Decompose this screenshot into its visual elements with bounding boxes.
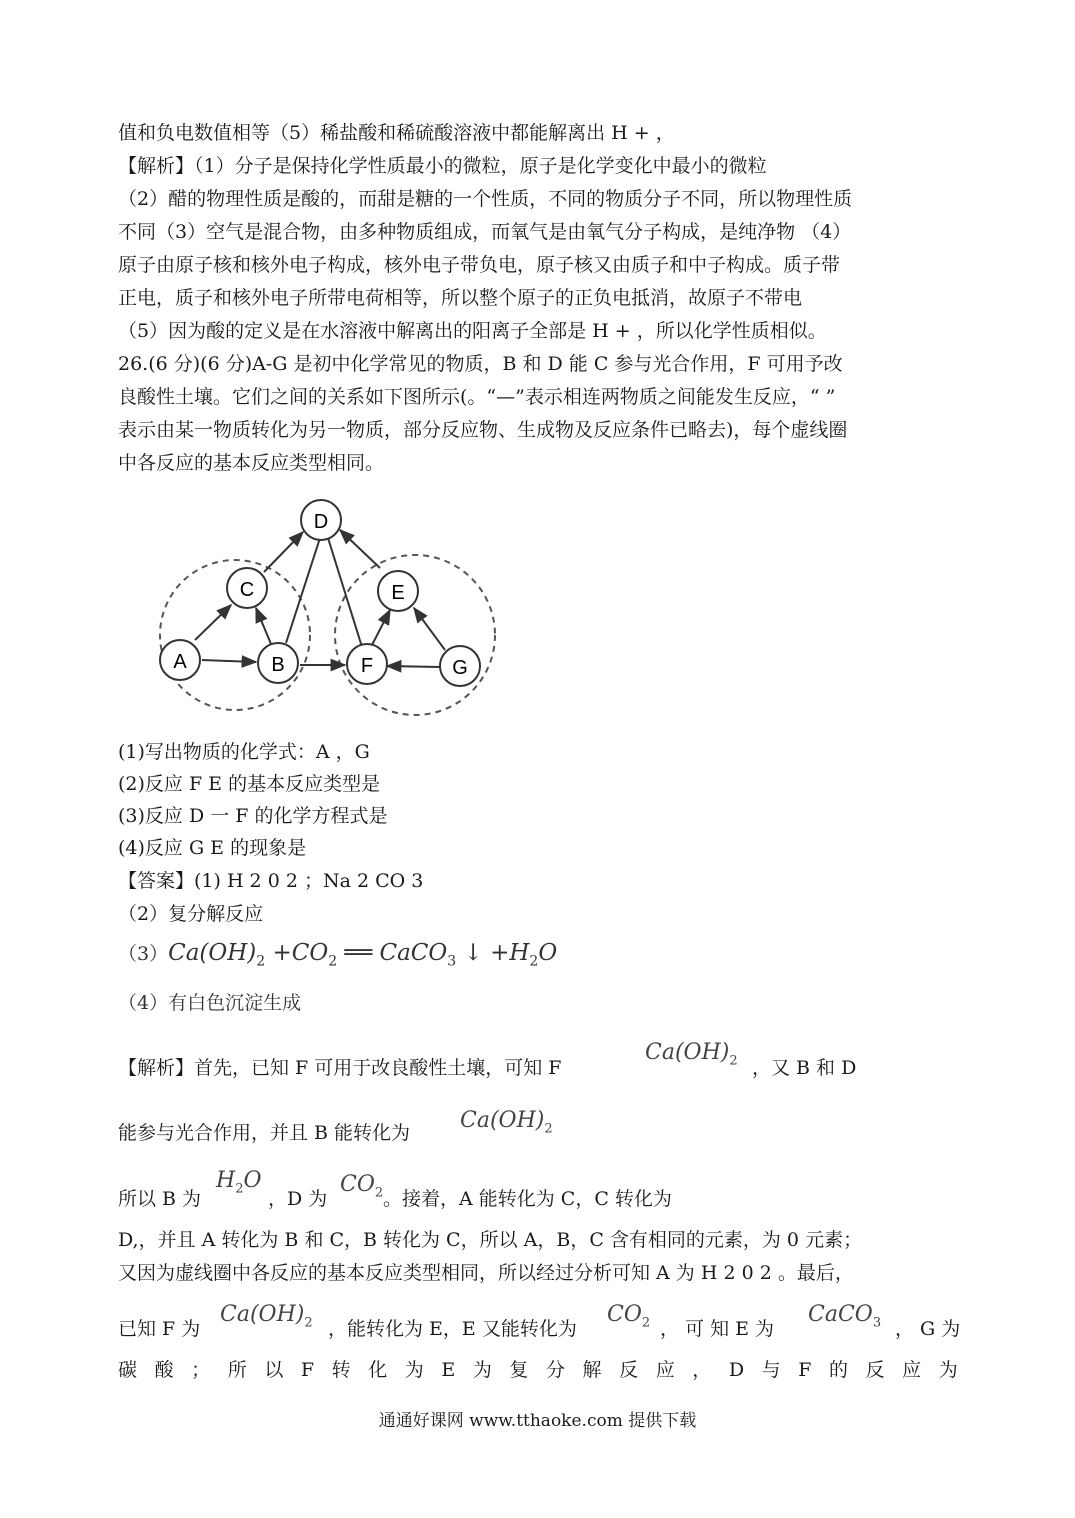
analysis-line-1b: ，又 B 和 D	[752, 1057, 857, 1079]
analysis-line-3b: ，D 为	[268, 1188, 328, 1210]
arrow-f-e	[372, 610, 390, 645]
question-2: (2)反应 F E 的基本反应类型是	[118, 773, 381, 795]
answer-3	[118, 938, 557, 977]
analysis-line-6a: 已知 F 为	[118, 1318, 201, 1340]
question-26-stem-3: 表示由某一物质转化为另一物质，部分反应物、生成物及反应条件已略去)，每个虚线圈	[118, 419, 848, 441]
analysis-line-7: 碳 酸 ； 所 以 F 转 化 为 E 为 复 分 解 反 应 ， D 与 F 的 反 应 为	[118, 1359, 958, 1381]
formula-caco3: CaCO$_3$	[808, 1302, 882, 1331]
arrow-c-d	[264, 532, 303, 572]
question-26-stem-1: 26.(6 分)(6 分)A-G 是初中化学常见的物质，B 和 D 能 C 参与光合作用，F 可用予改	[118, 353, 843, 375]
node-a	[160, 640, 200, 680]
answer-3-equation: $Ca(OH)_2 +CO_2$ ══ CaCO$_3$ ↓ $+H_2O$	[168, 940, 558, 970]
arrow-e-d	[340, 530, 380, 568]
question-26-stem-4: 中各反应的基本反应类型相同。	[118, 452, 385, 474]
svg-text:F: F	[360, 655, 374, 677]
node-c	[227, 568, 267, 608]
question-26-stem-2: 良酸性土壤。它们之间的关系如下图所示(。“—”表示相连两物质之间能发生反应，“ ”	[118, 386, 836, 408]
formula-co2-1: $CO_2$	[340, 1172, 384, 1201]
line-d-f	[328, 538, 362, 647]
svg-text:A: A	[173, 651, 187, 673]
analysis-line-1a: 【解析】首先，已知 F 可用于改良酸性土壤，可知 F	[118, 1057, 562, 1079]
answer-2: （2）复分解反应	[118, 903, 264, 925]
arrow-b-c	[256, 608, 271, 644]
analysis-line-6d: ， G 为	[895, 1318, 961, 1340]
formula-co2-2: $CO_2$	[607, 1302, 651, 1331]
analysis-line-4: D,，并且 A 转化为 B 和 C，B 转化为 C，所以 A，B，C 含有相同的元素，为 0 元素；	[118, 1229, 863, 1251]
svg-text:C: C	[239, 579, 255, 601]
text-line-6: 正电，质子和核外电子所带电荷相等，所以整个原子的正负电抵消，故原子不带电	[118, 287, 803, 309]
answer-3-label: （3）	[118, 943, 169, 965]
analysis-line-6c: ， 可 知 E 为	[660, 1318, 775, 1340]
analysis-line-2: 能参与光合作用，并且 B 能转化为	[118, 1122, 411, 1144]
node-f	[347, 644, 387, 684]
reaction-diagram	[140, 490, 510, 725]
svg-text:G: G	[452, 657, 468, 679]
text-line-4: 不同（3）空气是混合物，由多种物质组成，而氧气是由氧气分子构成，是纯净物 （4）	[118, 221, 852, 243]
text-line-5: 原子由原子核和核外电子构成，核外电子带负电，原子核又由质子和中子构成。质子带	[118, 254, 841, 276]
svg-text:D: D	[313, 511, 329, 533]
formula-h2o: $H_2O$	[216, 1168, 262, 1197]
arrow-g-e	[414, 608, 445, 650]
question-4: (4)反应 G E 的现象是	[118, 837, 307, 859]
answer-1: 【答案】(1) H 2 0 2 ；Na 2 CO 3	[118, 870, 424, 892]
text-line-7: （5）因为酸的定义是在水溶液中解离出的阳离子全部是 H + ，所以化学性质相似。	[118, 320, 827, 342]
arrow-a-b	[202, 660, 256, 662]
node-b	[258, 643, 298, 683]
page-footer: 通通好课网 www.tthaoke.com 提供下载	[378, 1411, 697, 1431]
line-b-d	[286, 538, 320, 643]
node-g	[440, 646, 480, 686]
formula-caoh2-3: $Ca(OH)_2$	[220, 1302, 313, 1331]
analysis-line-6b: ，能转化为 E，E 又能转化为	[328, 1318, 577, 1340]
question-1: (1)写出物质的化学式：A ，G	[118, 741, 370, 763]
analysis-line-3c: 。接着，A 能转化为 C，C 转化为	[383, 1188, 672, 1210]
analysis-line-3a: 所以 B 为	[118, 1188, 202, 1210]
node-d	[301, 500, 341, 540]
arrow-a-c	[195, 605, 231, 640]
question-3: (3)反应 D 一 F 的化学方程式是	[118, 805, 388, 827]
analysis-line-5: 又因为虚线圈中各反应的基本反应类型相同，所以经过分析可知 A 为 H 2 0 2 。最后，	[118, 1262, 854, 1284]
node-e	[378, 571, 418, 611]
text-line-3: （2）醋的物理性质是酸的，而甜是糖的一个性质，不同的物质分子不同，所以物理性质	[118, 188, 853, 210]
svg-text:E: E	[391, 582, 405, 604]
text-line-2: 【解析】（1）分子是保持化学性质最小的微粒，原子是化学变化中最小的微粒	[118, 155, 767, 177]
formula-caoh2-2: $Ca(OH)_2$	[460, 1108, 553, 1137]
svg-text:B: B	[271, 654, 285, 676]
text-line-1: 值和负电数值相等（5）稀盐酸和稀硫酸溶液中都能解离出 H + ，	[118, 122, 675, 144]
formula-caoh2-1: $Ca(OH)_2$	[645, 1040, 738, 1069]
arrow-g-f	[387, 666, 440, 667]
answer-4: （4）有白色沉淀生成	[118, 992, 302, 1014]
